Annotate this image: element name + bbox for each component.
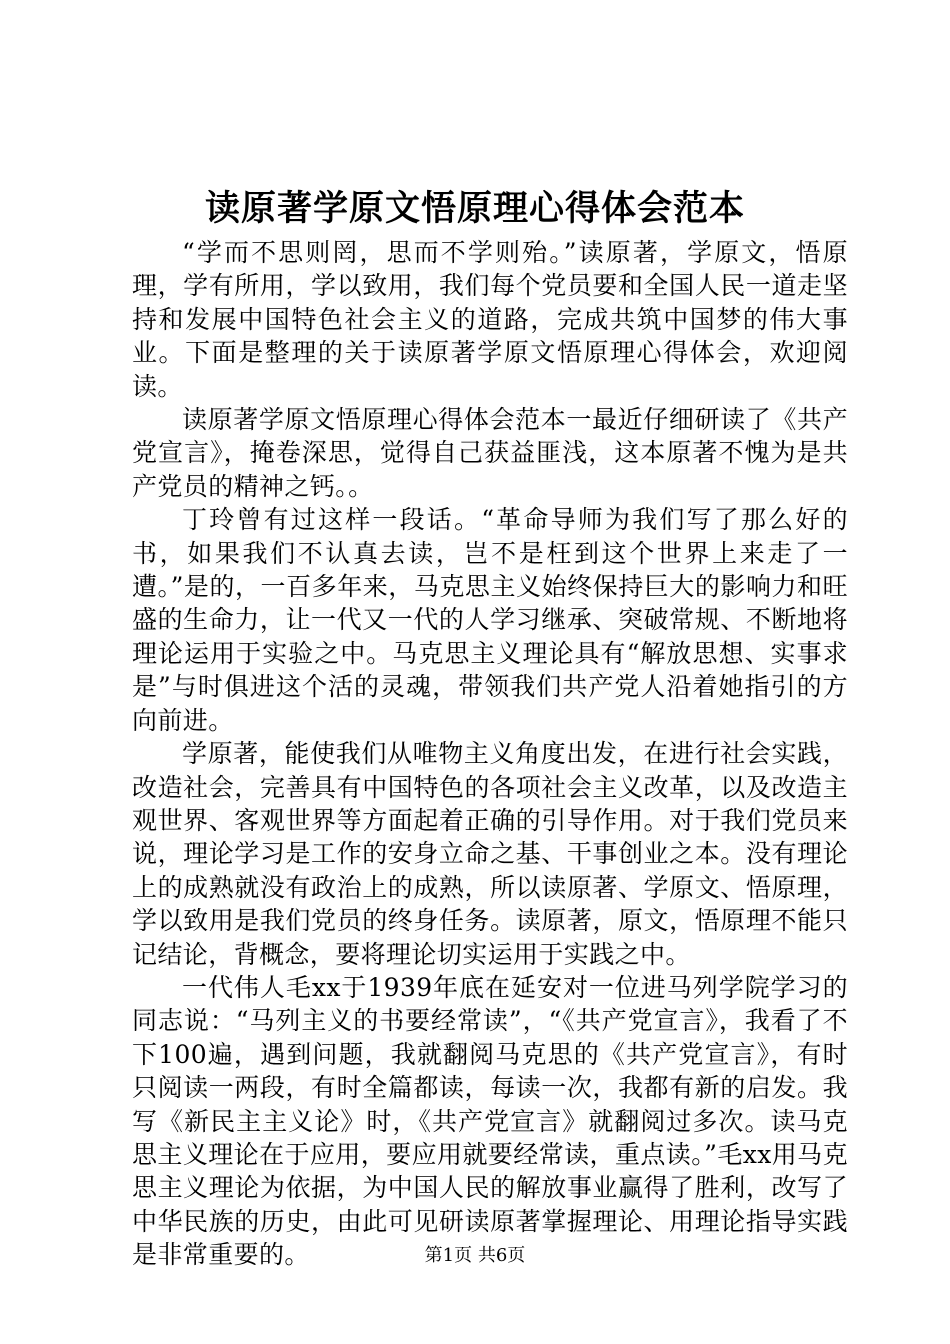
- paragraph: 读原著学原文悟原理心得体会范本一最近仔细研读了《共产党宣言》，掩卷深思，觉得自己获益匪浅，这本原著不愧为是共产党员的精神之钙。。: [132, 405, 848, 501]
- document-body: [132, 236, 848, 1272]
- paragraph: 一代伟人毛xx于1939年底在延安对一位进马列学院学习的同志说：“马列主义的书要经常读”，“《共产党宣言》，我看了不下100遍，遇到问题，我就翻阅马克思的《共产党宣言》，有时只阅读一两段，有时全篇都读，每读一次，我都有新的启发。我写《新民主主义论》时，《共产党宣言》就翻阅过多次。读马克思主义理论在于应用，要应用就要经常读，重点读。”毛xx用马克思主义理论为依据，为中国人民的解放事业赢得了胜利，改写了中华民族的历史，由此可见研读原著掌握理论、用理论指导实践是非常重要的。: [132, 972, 848, 1270]
- paragraph: 学原著，能使我们从唯物主义角度出发，在进行社会实践，改造社会，完善具有中国特色的各项社会主义改革，以及改造主观世界、客观世界等方面起着正确的引导作用。对于我们党员来说，理论学习是工作的安身立命之基、干事创业之本。没有理论上的成熟就没有政治上的成熟，所以读原著、学原文、悟原理，学以致用是我们党员的终身任务。读原著，原文，悟原理不能只记结论，背概念，要将理论切实运用于实践之中。: [132, 739, 848, 969]
- paragraph: “学而不思则罔，思而不学则殆。”读原著，学原文，悟原理，学有所用，学以致用，我们每个党员要和全国人民一道走坚持和发展中国特色社会主义的道路，完成共筑中国梦的伟大事业。下面是整理的关于读原著学原文悟原理心得体会，欢迎阅读。: [132, 238, 848, 401]
- paragraph: 丁玲曾有过这样一段话。“革命导师为我们写了那么好的书，如果我们不认真去读，岂不是枉到这个世界上来走了一遭。”是的，一百多年来，马克思主义始终保持巨大的影响力和旺盛的生命力，让一代又一代的人学习继承、突破常规、不断地将理论运用于实验之中。马克思主义理论具有“解放思想、实事求是”与时俱进这个活的灵魂，带领我们共产党人沿着她指引的方向前进。: [132, 505, 848, 735]
- page-number-footer: 第1页 共6页: [424, 1245, 526, 1266]
- document-title: 读原著学原文悟原理心得体会范本: [204, 188, 745, 229]
